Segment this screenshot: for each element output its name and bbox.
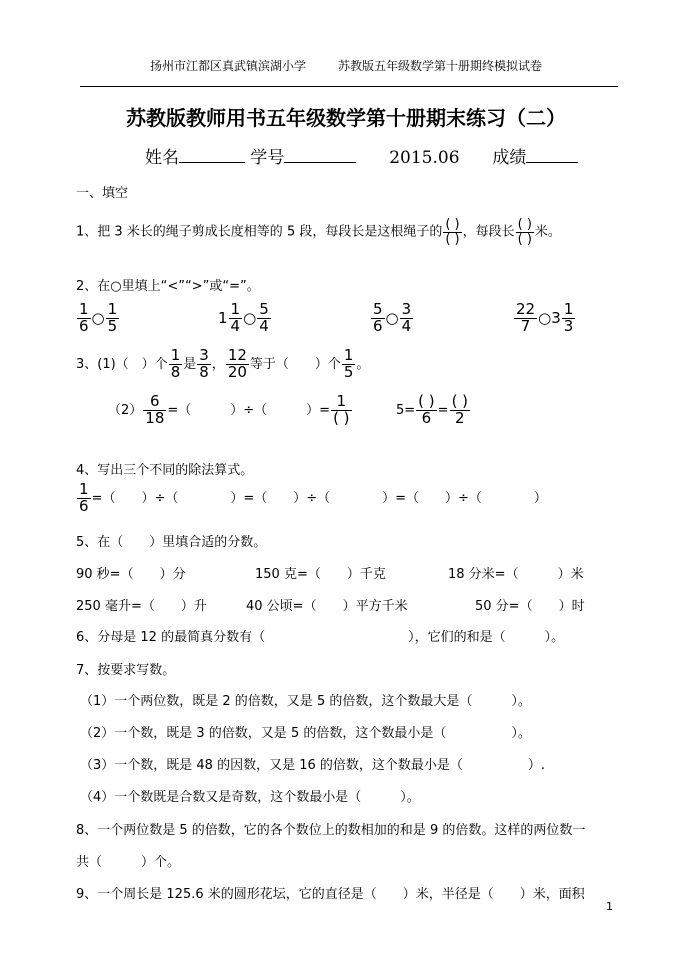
score-blank[interactable]	[526, 144, 578, 163]
unit-item[interactable]: 150 克=（ ）千克	[255, 567, 386, 582]
question-7-item[interactable]: （4）一个数既是合数又是奇数，这个数最小是（ ）。	[80, 790, 420, 805]
compare-item-1[interactable]: $\frac{1}{6}$ ○ $\frac{1}{5}$	[79, 300, 118, 335]
question-5: 5、在（ ）里填合适的分数。	[76, 535, 267, 550]
question-7-item[interactable]: （3）一个数，既是 48 的因数，又是 16 的倍数，这个数最小是（ ）.	[80, 758, 546, 773]
question-8-line-1: 8、一个两位数是 5 的倍数，它的各个数位上的数相加的和是 9 的倍数。这样的两位数一	[76, 823, 586, 838]
question-9[interactable]: 9、一个周长是 125.6 米的圆形花坛，它的直径是（ ）米，半径是（ ）米，面积	[76, 887, 585, 902]
compare-circle: ○	[91, 308, 105, 327]
question-3-part-1: 3、(1)（ ）个 $\frac{1}{8}$ 是 $\frac{3}{8}$ ， $\frac{12}{20}$ 等于（ ）个 $\frac{1}{5}$ 。	[76, 346, 370, 381]
score-label: 成绩	[492, 148, 527, 168]
question-6[interactable]: 6、分母是 12 的最简真分数有（ ），它们的和是（ ）。	[76, 630, 565, 645]
compare-item-4[interactable]: $\frac{22}{7}$ ○3 $\frac{1}{3}$	[516, 300, 574, 335]
unit-item[interactable]: 18 分米=（ ）米	[448, 567, 584, 582]
compare-item-2[interactable]: 1 $\frac{1}{4}$ ○ $\frac{5}{4}$	[218, 300, 269, 335]
info-line	[145, 143, 578, 168]
unit-item[interactable]: 40 公顷=（ ）平方千米	[246, 599, 408, 614]
id-blank[interactable]	[284, 144, 356, 163]
question-4: 4、写出三个不同的除法算式。	[76, 463, 254, 478]
unit-item[interactable]: 50 分=（ ）时	[475, 599, 585, 614]
question-7-item[interactable]: （1）一个两位数，既是 2 的倍数，又是 5 的倍数，这个数最大是（ ）。	[80, 694, 531, 709]
section-heading: 一、填空	[76, 186, 129, 201]
exam-date: 2015.06	[389, 148, 460, 168]
question-7-item[interactable]: （2）一个数，既是 3 的倍数，又是 5 的倍数，这个数最小是（ ）。	[80, 726, 531, 741]
question-3-part-2: （2） $\frac{6}{18}$ =（ ）÷（ ）= $\frac{1}{( )}$	[108, 392, 350, 427]
question-1: 1、把 3 米长的绳子剪成长度相等的 5 段，每段长是这根绳子的 $\frac{( )}{( )}$ ，每段长 $\frac{( )}{( )}$ 米。	[76, 217, 561, 247]
division-expressions[interactable]: $\frac{1}{6}$ =（ ）÷（ ）=（ ）÷（ ）=（ ）÷（ ）	[79, 480, 547, 515]
question-3-part-3: 5= $\frac{( )}{6}$ = $\frac{( )}{2}$	[396, 392, 469, 427]
header-divider	[80, 86, 618, 87]
header-exam-title: 苏教版五年级数学第十册期终模拟试卷	[338, 59, 543, 73]
header-school: 扬州市江都区真武镇滨湖小学	[150, 59, 307, 73]
unit-item[interactable]: 250 毫升=（ ）升	[76, 599, 207, 614]
id-label: 学号	[250, 148, 285, 168]
question-7: 7、按要求写数。	[76, 663, 176, 678]
compare-item-3[interactable]: $\frac{5}{6}$ ○ $\frac{3}{4}$	[373, 300, 412, 335]
page-title: 苏教版教师用书五年级数学第十册期末练习（二）	[126, 106, 566, 130]
compare-circle: ○	[385, 308, 399, 327]
page-number: 1	[606, 900, 613, 913]
question-2: 2、在○里填上“<”“>”或“=”。	[76, 279, 260, 294]
name-blank[interactable]	[179, 144, 245, 163]
compare-circle: ○	[243, 308, 257, 327]
name-label: 姓名	[145, 148, 179, 168]
fraction-blank[interactable]: $\frac{( )}{( )}$	[445, 217, 460, 247]
fraction-blank[interactable]: $\frac{( )}{( )}$	[517, 217, 532, 247]
question-8-line-2[interactable]: 共（ ）个。	[76, 855, 181, 870]
compare-circle: ○	[538, 308, 552, 327]
unit-item[interactable]: 90 秒=（ ）分	[76, 567, 186, 582]
